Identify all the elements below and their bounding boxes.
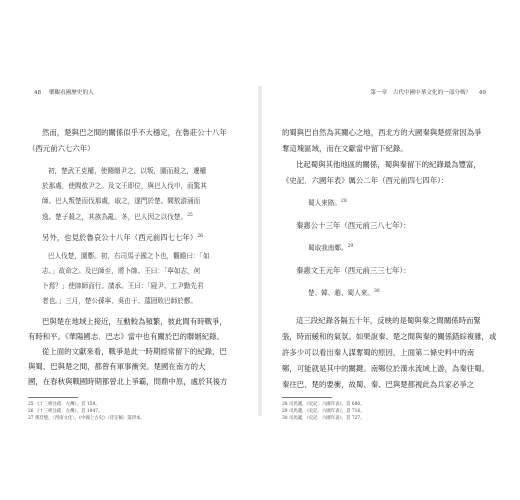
body-line: 秦惠文王元年（西元前三三七年）： <box>296 266 411 275</box>
body-line: 與蜀、巴與楚之間，都曾有軍事衝突。楚國在南方的大 <box>28 362 206 371</box>
body-line: 《史記．六國年表》厲公二年（西元前四七四年）： <box>282 176 449 185</box>
body-line: 張，時而緩和的氣氛。如果說秦、楚之間與秦的關係錯綜複雜，或 <box>282 332 497 341</box>
body-line: 國，在春秋與戰國時期都曾北上爭霸，問鼎中原，處於其後方 <box>28 377 228 386</box>
body-line: 巴與楚在地域上接近，互動較為頻繁，彼此間有時戰爭， <box>42 317 227 326</box>
left-page-number: 48 <box>34 90 42 96</box>
footnote-ref: 26 <box>197 234 203 239</box>
quote-line: 蜀取我南鄭。$^{29}$ <box>308 244 354 252</box>
body-line: 鄭，可能就是其中的關鍵。南鄭位於漢水流域上游，為秦往蜀、 <box>282 364 489 373</box>
body-line: 從上面的文獻來看，戰爭是此一時期經常留下的紀錄，巴 <box>42 347 227 356</box>
footnote-ref: 29 <box>347 244 354 249</box>
body-line: 秦惠公十三年（西元前三八七年）： <box>296 221 411 230</box>
quote-line: 巴人伐楚，圍鄾。初，右司馬子國之卜也，觀瞻曰：「如 <box>48 252 210 260</box>
footnote-ref: 28 <box>340 199 347 204</box>
right-page <box>260 0 520 500</box>
right-running-head-title: 第一章 古代中國中華文化的一部分嗎？ <box>370 90 472 96</box>
quote-line: 逸。楚子殺之，其族為亂。冬，巴人因之以伐楚。$^{25}$ <box>42 213 193 221</box>
quote-line: 於那處，使閻敖尹之。及文王即位，與巴人伐申，而驚其 <box>42 182 207 190</box>
footnote-ref: 25 <box>187 213 193 218</box>
body-line: 比起蜀與其他地區的關係，蜀與秦留下的紀錄最為豐富， <box>296 160 481 169</box>
footnote: 29 司馬遷，《史記．六國年表》，頁 716。 <box>282 409 365 414</box>
footnote: 28 司馬遷，《史記．六國年表》，頁 686。 <box>282 402 365 407</box>
left-running-header <box>28 88 94 96</box>
right-page-number: 49 <box>478 90 486 96</box>
footnote-rule <box>282 397 332 398</box>
body-line: 然而，楚與巴之間的關係似乎不大穩定，在魯莊公十八年 <box>42 128 227 137</box>
footnote: 25 《十三經注疏．左傳》，頁 159。 <box>28 402 100 407</box>
footnote-ref: 30 <box>373 289 380 294</box>
body-line: 有時和平。《華陽國志．巴志》當中也有關於巴的聯姻紀錄。 <box>28 332 224 341</box>
footnote: 26 《十三經注疏．左傳》，頁 1047。 <box>28 409 103 414</box>
footnote: 30 司馬遷，《史記．六國年表》，頁 727。 <box>282 416 365 421</box>
body-line: 的蜀與巴自然為其關心之地，西北方的大國秦與楚經常因為爭 <box>282 128 482 137</box>
quote-line: 者也。」三月，楚公孫寧、吳由于、薳固敗巴師於鄾。 <box>42 297 197 305</box>
quote-line: 師。巴人叛楚而伐那處，取之，遂門於楚。閻敖游涌而 <box>42 197 201 205</box>
quote-line: 初，楚武王克權，使闘緡尹之，以叛，圍而殺之，遷權 <box>48 167 207 175</box>
footnote-rule <box>28 397 78 398</box>
body-line: 許多少可以看出秦人謀奪蜀的原因，上面第二條史料中的南 <box>282 348 475 357</box>
footnote: 27 鄧廷璧，〈西南文化〉，《中國上古史》（待定稿）第四本。 <box>28 416 145 421</box>
quote-line: 卜焉？」使帥師而行。請承。王曰：「寢尹、工尹勤先君 <box>42 282 204 290</box>
body-line: （西元前六七六年） <box>28 144 95 153</box>
quote-line: 蜀人來賂。$^{28}$ <box>308 199 347 207</box>
body-line: 奪這塊區域，而在文獻當中留下紀錄。 <box>282 144 408 153</box>
quote-line: 楚、韓、趙、蜀人來。$^{30}$ <box>308 289 380 297</box>
body-line: 另外，也見於魯哀公十八年（西元前四七七年）$^{26}$ <box>42 233 203 242</box>
left-running-head-title: 樂觀看國歷史的人 <box>48 90 94 96</box>
quote-line: 志。」故命之。及巴師至，將卜帥。王曰：「寧如志，何 <box>42 267 201 275</box>
right-running-header <box>370 88 492 96</box>
body-line: 秦往巴、楚的要衝，故蜀、秦、巴與楚都視此為兵家必爭之 <box>282 380 475 389</box>
body-line: 這三段紀錄各隔五十年，反映的是蜀與秦之間關係時而緊 <box>296 316 481 325</box>
